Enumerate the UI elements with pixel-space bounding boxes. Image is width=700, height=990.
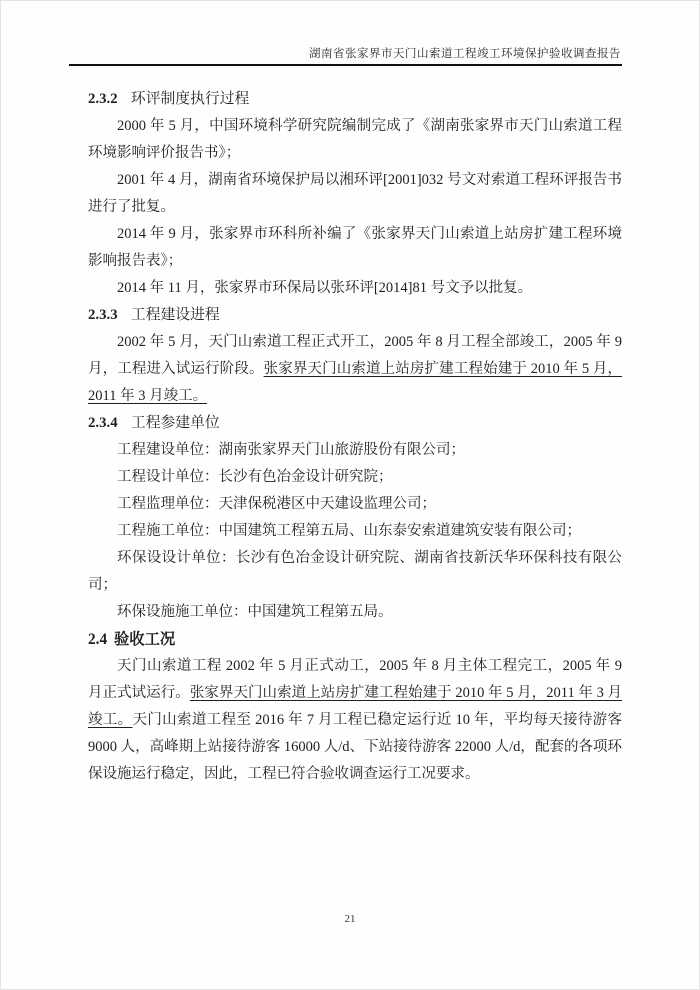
heading-number: 2.3.4	[88, 415, 118, 431]
paragraph-unit-construction: 工程施工单位：中国建筑工程第五局、山东泰安索道建筑安装有限公司；	[117, 523, 581, 539]
heading-number: 2.4	[88, 631, 108, 648]
paragraph-approval-2001: 2001 年 4 月，湖南省环境保护局以湘环评[2001]032 号文对索道工程环评报告书进行了批复。	[88, 172, 622, 215]
paragraph-construction-progress	[88, 329, 622, 410]
paragraph-unit-env-construction: 环保设施施工单位：中国建筑工程第五局。	[117, 604, 393, 620]
paragraph-unit-supervision: 工程监理单位：天津保税港区中天建设监理公司；	[117, 496, 436, 512]
heading-title: 验收工况	[114, 631, 176, 648]
heading-title: 环评制度执行过程	[130, 91, 250, 107]
paragraph-unit-design: 工程设计单位：长沙有色冶金设计研究院；	[117, 469, 393, 485]
section-heading-2-3-3	[88, 302, 622, 329]
header-rule	[69, 64, 622, 66]
paragraph-unit-env-design: 环保设设计单位：长沙有色冶金设计研究院、湖南省技新沃华环保科技有限公司；	[88, 550, 622, 593]
heading-title: 工程参建单位	[130, 415, 220, 431]
underlined-text: 张家界天门山索道上站房扩建工程始建于 2010 年 5 月，2011 年 3 月竣工。	[88, 361, 623, 404]
paragraph-text: 天门山索道工程 2002 年 5 月正式动工，2005 年 8 月主体工程完工，2005 年 9 月正式试运行。	[88, 658, 622, 701]
section-heading-2-3-4	[88, 410, 622, 437]
paragraph-eia-2000: 2000 年 5 月，中国环境科学研究院编制完成了《湖南张家界市天门山索道工程环境影响评价报告书》；	[88, 118, 622, 161]
paragraph-text: 天门山索道工程至 2016 年 7 月工程已稳定运行近 10 年，平均每天接待游客 9000 人，高峰期上站接待游客 16000 人/d、下站接待游客 22000 人/d，配套的各项环保设施运行稳定，因此，工程已符合验收调查运行工况要求。	[88, 712, 622, 782]
page-number: 21	[344, 913, 356, 925]
section-heading-2-4	[88, 626, 622, 653]
paragraph-unit-build: 工程建设单位：湖南张家界天门山旅游股份有限公司；	[117, 442, 465, 458]
paragraph-approval-2014: 2014 年 11 月，张家界市环保局以张环评[2014]81 号文予以批复。	[117, 280, 533, 296]
section-heading-2-3-2	[88, 86, 622, 113]
heading-number: 2.3.3	[88, 307, 118, 323]
page-header-running-title: 湖南省张家界市天门山索道工程竣工环境保护验收调查报告	[309, 48, 621, 60]
document-body	[88, 86, 622, 788]
paragraph-acceptance-condition	[88, 653, 622, 788]
underlined-text: 张家界天门山索道上站房扩建工程始建于 2010 年 5 月，2011 年 3 月竣工。	[88, 685, 622, 728]
paragraph-text: 2002 年 5 月，天门山索道工程正式开工，2005 年 8 月工程全部竣工，2005 年 9 月，工程进入试运行阶段。	[88, 334, 622, 377]
heading-number: 2.3.2	[88, 91, 118, 107]
heading-title: 工程建设进程	[130, 307, 220, 323]
paragraph-eia-2014: 2014 年 9 月，张家界市环科所补编了《张家界天门山索道上站房扩建工程环境影响报告表》；	[88, 226, 622, 269]
